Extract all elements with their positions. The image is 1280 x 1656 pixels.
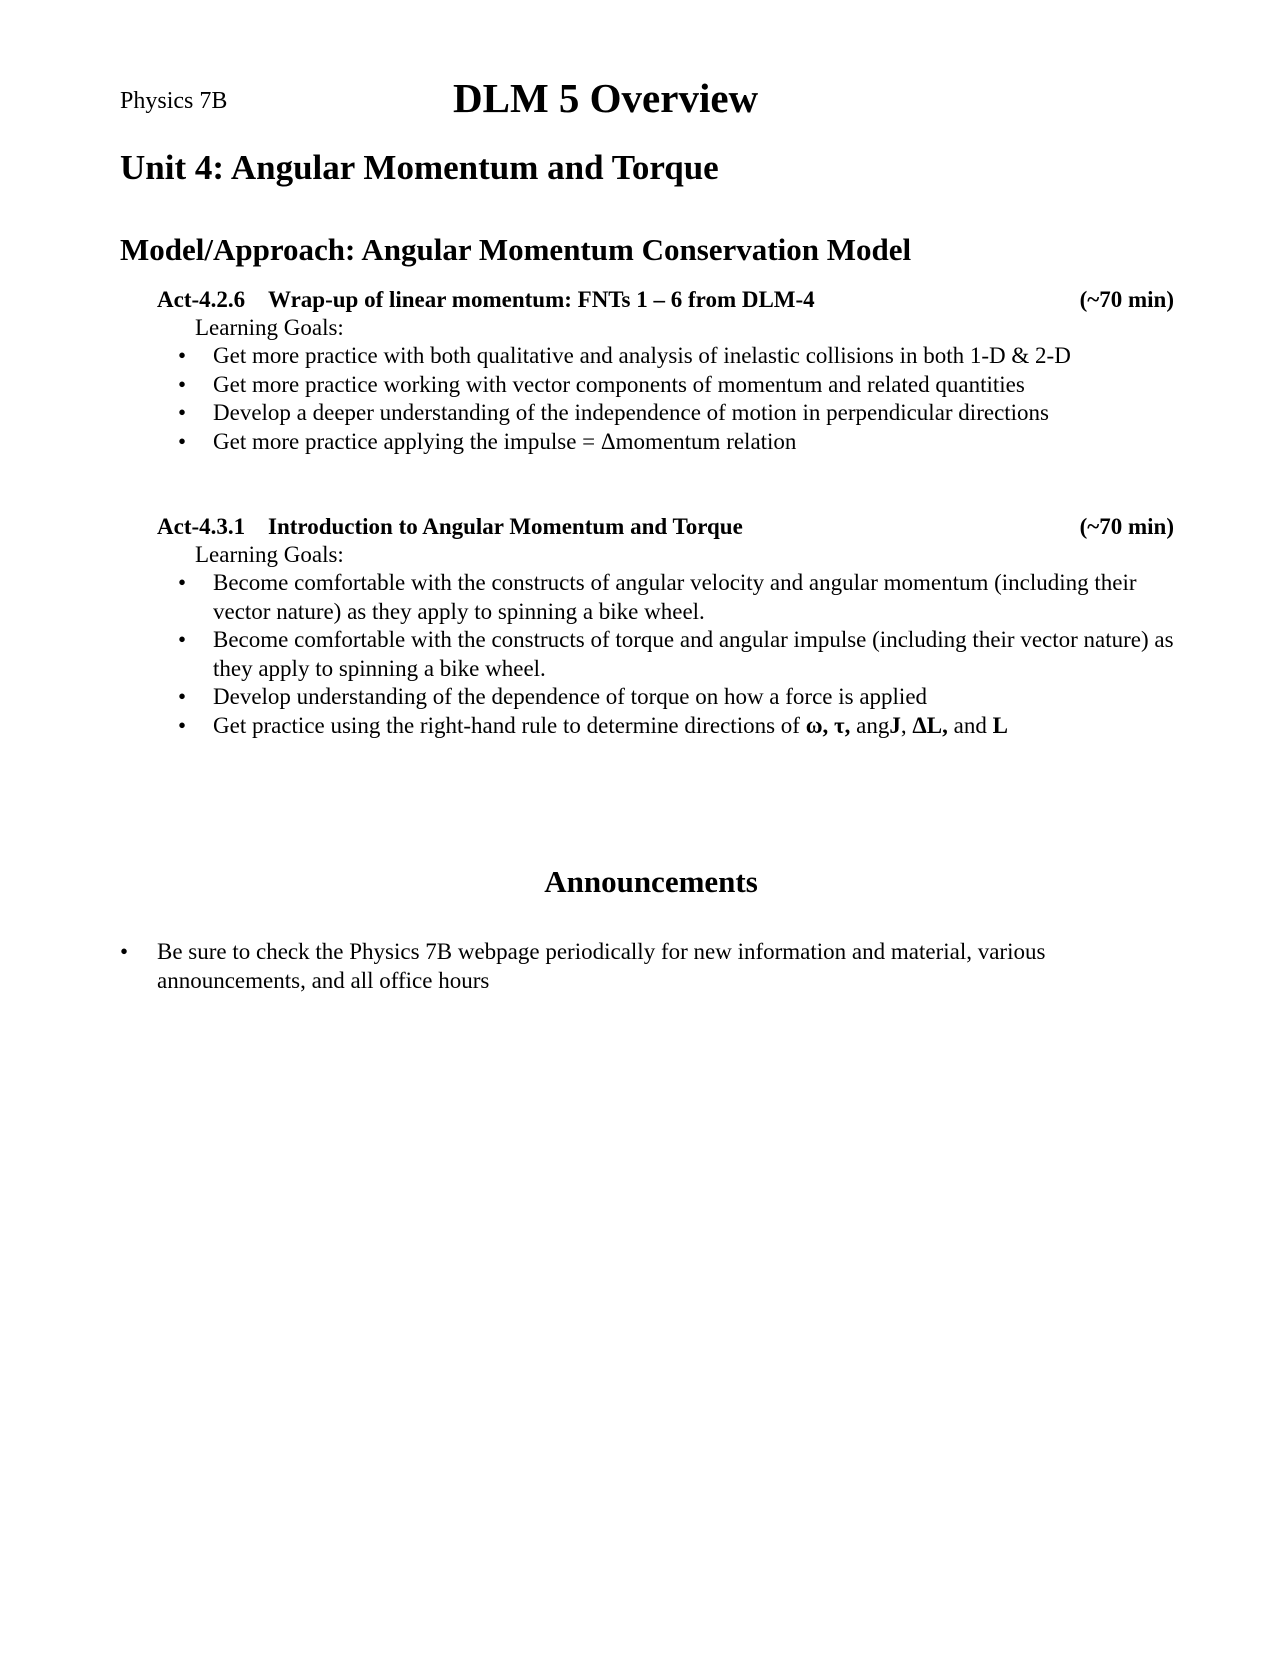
and-text: and [947, 712, 993, 738]
activity-section [157, 285, 1174, 456]
activity-title: Introduction to Angular Momentum and Torque [268, 514, 743, 539]
model-heading: Model/Approach: Angular Momentum Conservation Model [120, 232, 912, 267]
learning-goals-list [157, 569, 1174, 740]
goal-item [157, 399, 1174, 428]
bullet: • [178, 627, 187, 652]
learning-goals-list [157, 342, 1174, 456]
learning-goals-label: Learning Goals: [195, 542, 344, 567]
bullet: • [178, 570, 187, 595]
goal-item [157, 371, 1174, 400]
learning-goals-label: Learning Goals: [195, 315, 344, 340]
announcement-text: Be sure to check the Physics 7B webpage periodically for new information and material, various announcements, and all office hours [157, 939, 1046, 993]
l-symbol: L [992, 712, 1008, 738]
activity-section [157, 512, 1174, 740]
goal-text: Become comfortable with the constructs of torque and angular impulse (including their vector nature) as they apply to spinning a bike wheel. [213, 627, 1174, 681]
j-symbol: J [889, 712, 901, 738]
bullet: • [178, 428, 187, 454]
goal-item [157, 626, 1174, 683]
announcement-item [120, 938, 1180, 995]
omega-tau-symbols: ω, τ, [805, 712, 851, 738]
goal-item [157, 428, 1174, 457]
goal-text: Develop a deeper understanding of the independence of motion in perpendicular directions [213, 400, 1050, 425]
goal-item [157, 683, 1174, 712]
course-name: Physics 7B [120, 88, 228, 114]
bullet: • [120, 939, 129, 964]
bullet: • [178, 343, 187, 368]
document-title: DLM 5 Overview [453, 75, 759, 121]
bullet: • [178, 684, 187, 709]
activity-id: Act-4.3.1 [157, 514, 246, 539]
goal-item [157, 342, 1174, 371]
goal-text: Get more practice working with vector components of momentum and related quantities [213, 371, 1025, 397]
bullet: • [178, 371, 187, 397]
bullet: • [178, 712, 187, 738]
goal-text: Develop understanding of the dependence of torque on how a force is applied [213, 684, 928, 709]
ang-text: ang [850, 712, 890, 738]
goal-item [157, 712, 1174, 741]
announcements-list [120, 938, 1180, 995]
unit-heading: Unit 4: Angular Momentum and Torque [120, 148, 719, 187]
goal-text: Get more practice with both qualitative and analysis of inelastic collisions in both 1-D & 2-D [213, 343, 1071, 368]
comma-text: , [900, 712, 913, 738]
activity-duration: (~70 min) [1079, 287, 1174, 312]
announcements-heading: Announcements [544, 864, 758, 899]
goal-text: Get more practice applying the impulse = Δmomentum relation [213, 428, 797, 454]
activity-header [157, 512, 1174, 541]
goal-item [157, 569, 1174, 626]
delta-l-symbol: ΔL, [912, 712, 948, 738]
activity-duration: (~70 min) [1079, 514, 1174, 539]
goal-text: Become comfortable with the constructs of angular velocity and angular momentum (including their vector nature) as they apply to spinning a bike wheel. [213, 570, 1137, 624]
bullet: • [178, 400, 187, 425]
activity-id: Act-4.2.6 [157, 287, 246, 312]
goal-text [213, 713, 1008, 738]
goal-text-prefix: Get practice using the right-hand rule to determine directions of [213, 712, 806, 738]
activity-header [157, 285, 1174, 314]
activity-title: Wrap-up of linear momentum: FNTs 1 – 6 from DLM-4 [268, 287, 815, 312]
